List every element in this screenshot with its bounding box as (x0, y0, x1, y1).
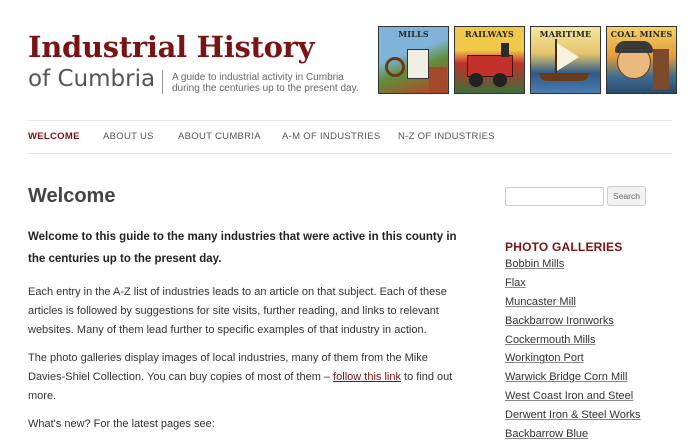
gallery-link-west-coast-iron[interactable]: West Coast Iron and Steel (505, 390, 634, 403)
nav-about-us[interactable]: ABOUT US (103, 131, 154, 142)
whats-new-paragraph: What's new? For the latest pages see: (28, 418, 215, 430)
mills-illustration: MILLS (378, 26, 449, 94)
gallery-link-workington-port[interactable]: Workington Port (505, 352, 584, 365)
gallery-item (505, 333, 641, 352)
site-subtitle[interactable]: of Cumbria (28, 66, 156, 92)
follow-link[interactable]: follow this link (333, 371, 401, 383)
gallery-item (505, 276, 641, 295)
site-header (0, 0, 700, 120)
gallery-item (505, 314, 641, 333)
nav-divider-top (28, 120, 672, 121)
railways-illustration: RAILWAYS (454, 26, 525, 94)
header-illustrations (378, 26, 677, 94)
nav-n-z-industries[interactable]: N-Z OF INDUSTRIES (398, 131, 495, 142)
tagline-divider (162, 70, 163, 94)
site-tagline: A guide to industrial activity in Cumbria during the centuries up to the present day. (172, 72, 359, 94)
photo-galleries-heading: PHOTO GALLERIES (505, 240, 623, 254)
coal-mines-illustration: COAL MINES (606, 26, 677, 94)
main-navigation (28, 131, 518, 142)
gallery-item (505, 408, 641, 427)
intro-paragraph: Each entry in the A-Z list of industries leads to an article on that subject. Each of these articles is followed by suggestions for site visits, further reading, and links to relevant websites. Many of them lead further to specific examples of that industry in action. (28, 286, 447, 336)
photo-galleries-list (505, 257, 641, 446)
gallery-link-cockermouth-mills[interactable]: Cockermouth Mills (505, 333, 596, 346)
search-button[interactable]: Search (607, 186, 646, 206)
gallery-link-muncaster-mill[interactable]: Muncaster Mill (505, 295, 576, 308)
gallery-item (505, 351, 641, 370)
site-title[interactable]: Industrial History (28, 30, 315, 64)
galleries-paragraph: The photo galleries display images of local industries, many of them from the Mike Davies-Shiel Collection. You can buy copies of most of them – follow this link to find out more. (28, 352, 453, 402)
gallery-link-warwick-bridge[interactable]: Warwick Bridge Corn Mill (505, 371, 628, 384)
gallery-item (505, 370, 641, 389)
search-input[interactable] (505, 187, 604, 206)
gallery-link-backbarrow-ironworks[interactable]: Backbarrow Ironworks (505, 314, 614, 327)
gallery-link-bobbin-mills[interactable]: Bobbin Mills (505, 258, 565, 270)
gallery-link-flax[interactable]: Flax (505, 276, 526, 289)
gallery-link-derwent-iron[interactable]: Derwent Iron & Steel Works (505, 409, 641, 422)
maritime-illustration: MARITIME (530, 26, 601, 94)
nav-divider-bottom (28, 153, 672, 154)
gallery-item (505, 427, 641, 446)
nav-a-m-industries[interactable]: A-M OF INDUSTRIES (282, 131, 381, 142)
gallery-item (505, 295, 641, 314)
page-title: Welcome (28, 185, 116, 207)
gallery-item (505, 257, 641, 276)
intro-lead: Welcome to this guide to the many industries that were active in this county in the centuries up to the present day. (28, 231, 457, 265)
gallery-item (505, 389, 641, 408)
nav-welcome[interactable]: WELCOME (28, 131, 80, 142)
nav-about-cumbria[interactable]: ABOUT CUMBRIA (178, 131, 261, 142)
gallery-link-backbarrow-blue[interactable]: Backbarrow Blue (505, 428, 589, 441)
